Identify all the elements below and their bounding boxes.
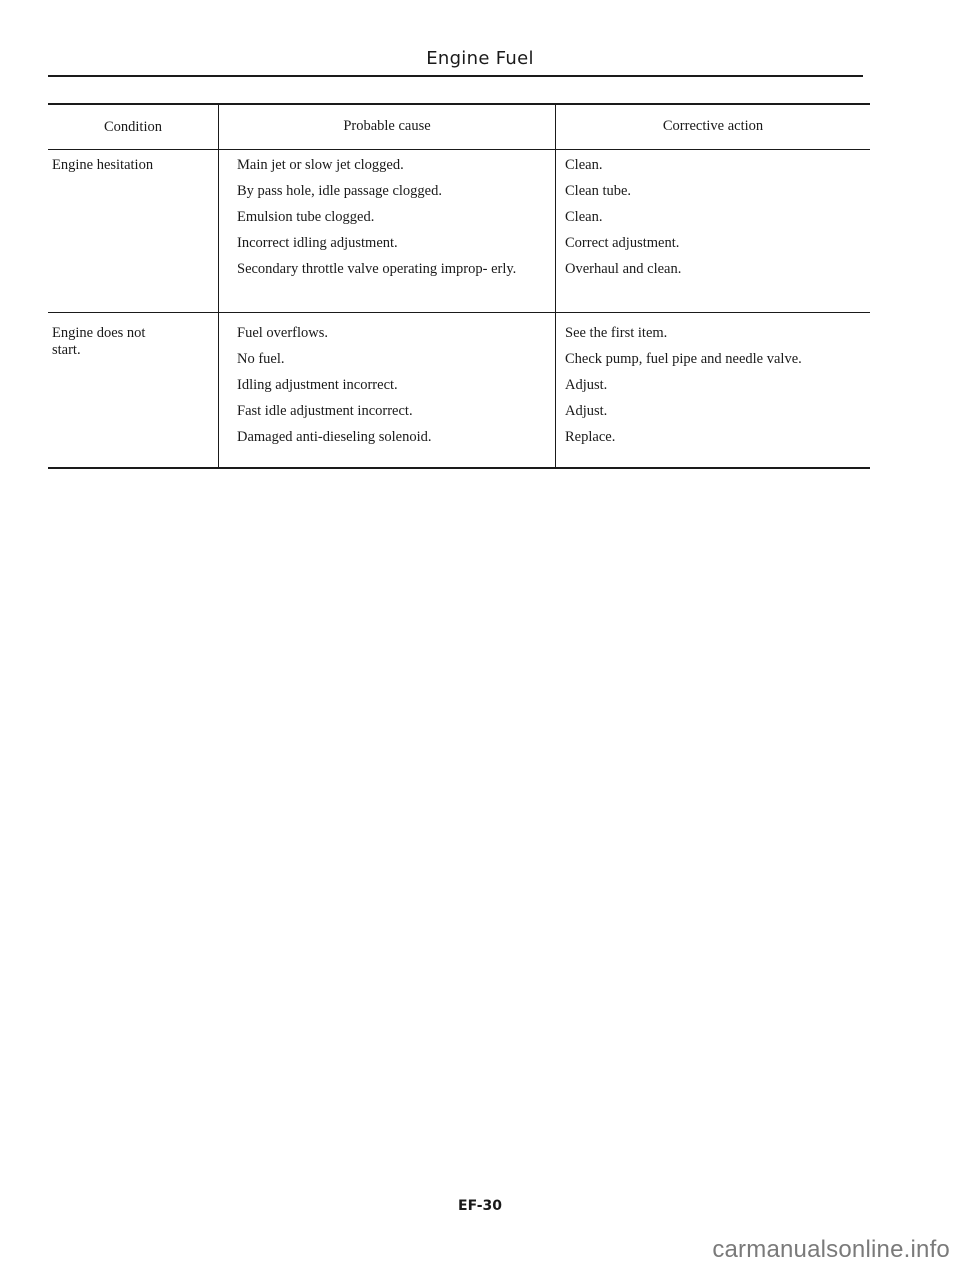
column-divider-1 xyxy=(218,103,219,467)
page-number: EF-30 xyxy=(458,1198,502,1214)
header-condition: Condition xyxy=(103,119,162,135)
table-bottom-rule xyxy=(48,467,870,469)
condition-text: Engine does not start. xyxy=(52,325,146,358)
cause-item: Secondary throttle valve operating improp- erly. xyxy=(237,261,517,277)
row2-causes xyxy=(237,325,537,455)
header-probable-cause: Probable cause xyxy=(343,118,431,134)
column-divider-2 xyxy=(555,103,556,467)
row1-causes xyxy=(237,157,537,287)
table-top-rule xyxy=(48,103,870,105)
watermark: carmanualsonline.info xyxy=(712,1236,950,1263)
action-item: Replace. xyxy=(565,429,616,445)
action-item: Adjust. xyxy=(565,377,608,393)
page-title: Engine Fuel xyxy=(426,48,534,69)
action-item: Correct adjustment. xyxy=(565,235,680,251)
header-corrective-action: Corrective action xyxy=(662,118,764,134)
table-row-divider xyxy=(48,312,870,313)
action-item: Adjust. xyxy=(565,403,608,419)
row2-actions xyxy=(565,325,865,455)
cause-item: No fuel. xyxy=(237,351,285,367)
action-item: Clean. xyxy=(565,209,603,225)
row1-actions xyxy=(565,157,865,287)
cause-item: Damaged anti-dieseling solenoid. xyxy=(237,429,432,445)
condition-text: Engine hesitation xyxy=(52,157,154,173)
action-item: Check pump, fuel pipe and needle valve. xyxy=(565,351,802,367)
cause-item: Fuel overflows. xyxy=(237,325,329,341)
action-item: Overhaul and clean. xyxy=(565,261,682,277)
action-item: Clean. xyxy=(565,157,603,173)
row2-condition xyxy=(52,325,164,359)
cause-item: Emulsion tube clogged. xyxy=(237,209,375,225)
action-item: Clean tube. xyxy=(565,183,632,199)
row1-condition xyxy=(52,157,212,174)
cause-item: Idling adjustment incorrect. xyxy=(237,377,398,393)
cause-item: Main jet or slow jet clogged. xyxy=(237,157,404,173)
cause-item: Incorrect idling adjustment. xyxy=(237,235,398,251)
action-item: See the first item. xyxy=(565,325,668,341)
cause-item: By pass hole, idle passage clogged. xyxy=(237,183,442,199)
cause-item: Fast idle adjustment incorrect. xyxy=(237,403,413,419)
table-header-rule xyxy=(48,149,870,150)
header-rule xyxy=(48,75,863,77)
